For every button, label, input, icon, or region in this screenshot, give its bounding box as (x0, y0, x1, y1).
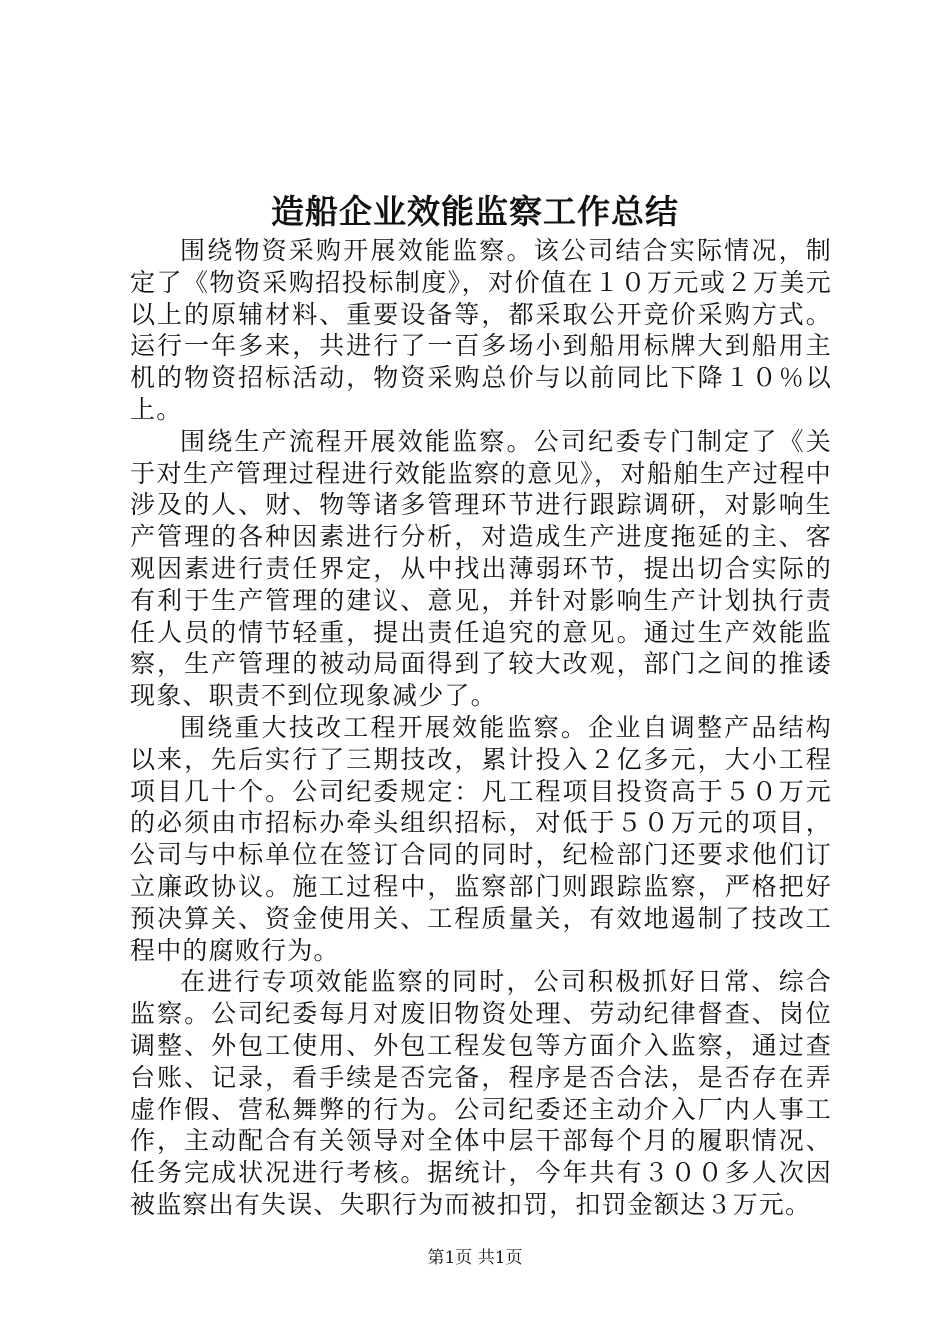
paragraph-daily-supervision: 在进行专项效能监察的同时，公司积极抓好日常、综合监察。公司纪委每月对废旧物资处理、劳动纪律督查、岗位调整、外包工使用、外包工程发包等方面介入监察，通过查台账、记录，看手续是否完备，程序是否合法，是否存在弄虚作假、营私舞弊的行为。公司纪委还主动介入厂内人事工作，主动配合有关领导对全体中层干部每个月的履职情况、任务完成状况进行考核。据统计，今年共有３００多人次因被监察出有失误、失职行为而被扣罚，扣罚金额达３万元。 (130, 967, 832, 1219)
page-footer: 第1页 共1页 (427, 1248, 523, 1268)
paragraph-tech-upgrade: 围绕重大技改工程开展效能监察。企业自调整产品结构以来，先后实行了三期技改，累计投入２亿多元，大小工程项目几十个。公司纪委规定：凡工程项目投资高于５０万元的必须由市招标办牵头组织招标，对低于５０万元的项目，公司与中标单位在签订合同的同时，纪检部门还要求他们订立廉政协议。施工过程中，监察部门则跟踪监察，严格把好预决算关、资金使用关、工程质量关，有效地遏制了技改工程中的腐败行为。 (130, 712, 832, 965)
paragraph-procurement: 围绕物资采购开展效能监察。该公司结合实际情况，制定了《物资采购招投标制度》，对价值在１０万元或２万美元以上的原辅材料、重要设备等，都采取公开竞价采购方式。运行一年多来，共进行了一百多场小到船用标牌大到船用主机的物资招标活动，物资采购总价与以前同比下降１０％以上。 (130, 236, 832, 424)
paragraph-production: 围绕生产流程开展效能监察。公司纪委专门制定了《关于对生产管理过程进行效能监察的意见》，对船舶生产过程中涉及的人、财、物等诸多管理环节进行跟踪调研，对影响生产管理的各种因素进行分析，对造成生产进度拖延的主、客观因素进行责任界定，从中找出薄弱环节，提出切合实际的有利于生产管理的建议、意见，并针对影响生产计划执行责任人员的情节轻重，提出责任追究的意见。通过生产效能监察，生产管理的被动局面得到了较大改观，部门之间的推诿现象、职责不到位现象减少了。 (130, 426, 832, 711)
document-body (130, 235, 832, 1221)
document-title: 造船企业效能监察工作总结 (271, 192, 679, 231)
